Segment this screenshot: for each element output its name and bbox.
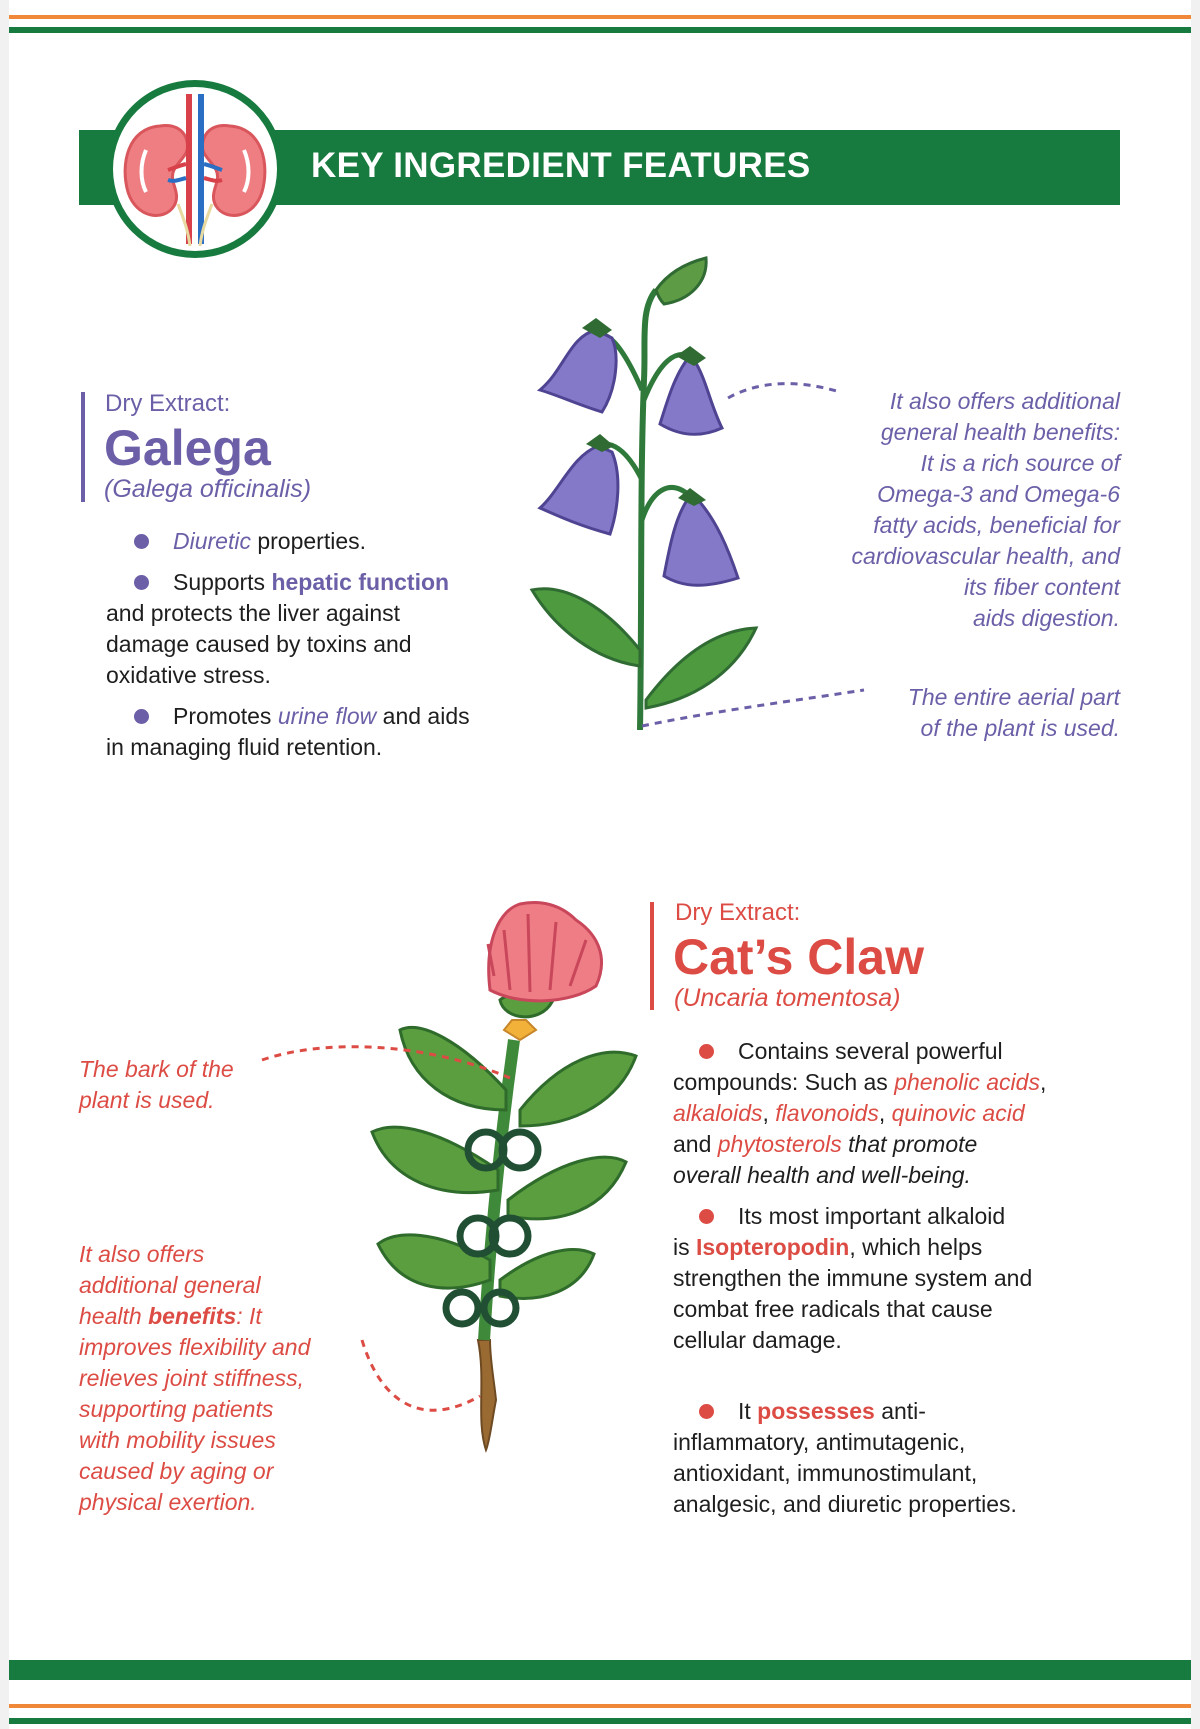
- bottom-green-stripe: [9, 1718, 1191, 1724]
- galega-note-benefits: It also offers additional general health benefits: It is a rich source of Omega-3 and Omega-6 fatty acids, beneficial for cardiovascular health, and its fiber content aids digestion.: [851, 388, 1120, 631]
- catsclaw-latin-name: (Uncaria tomentosa): [674, 984, 901, 1012]
- bottom-green-band: [9, 1660, 1191, 1680]
- galega-label: Dry Extract:: [105, 390, 231, 417]
- galega-latin-name: (Galega officinalis): [104, 475, 312, 503]
- catsclaw-bullet-3: It possesses anti- inflammatory, antimutagenic, antioxidant, immunostimulant, analgesic, and diuretic properties.: [673, 1398, 1017, 1517]
- catsclaw-note-part-used: The bark of the plant is used.: [79, 1056, 234, 1113]
- galega-note-part-used: The entire aerial part of the plant is used.: [907, 684, 1120, 741]
- galega-bullet-1: Diuretic properties.: [0, 526, 546, 557]
- galega-bullet-2: Supports hepatic function and protects the liver against damage caused by toxins and oxidative stress.: [106, 569, 450, 688]
- page-title: KEY INGREDIENT FEATURES: [311, 146, 811, 185]
- catsclaw-bullet-2: Its most important alkaloid is Isopteropodin, which helps strengthen the immune system and combat free radicals that cause cellular damage.: [673, 1203, 1033, 1353]
- catsclaw-bullet-1: Contains several powerful compounds: Such as phenolic acids, alkaloids, flavonoids, quinovic acid and phytosterols that promote overall health and well-being.: [673, 1038, 1047, 1188]
- catsclaw-label: Dry Extract:: [675, 899, 801, 926]
- catsclaw-title: Cat’s Claw: [673, 929, 925, 985]
- bottom-orange-stripe: [9, 1704, 1191, 1708]
- catsclaw-note-benefits: It also offers additional general health benefits: It improves flexibility and relieves joint stiffness, supporting patients with mobility issues caused by aging or physical exertion.: [79, 1241, 311, 1515]
- galega-bullet-3: Promotes urine flow and aids in managing fluid retention.: [106, 703, 470, 760]
- galega-title: Galega: [104, 420, 271, 476]
